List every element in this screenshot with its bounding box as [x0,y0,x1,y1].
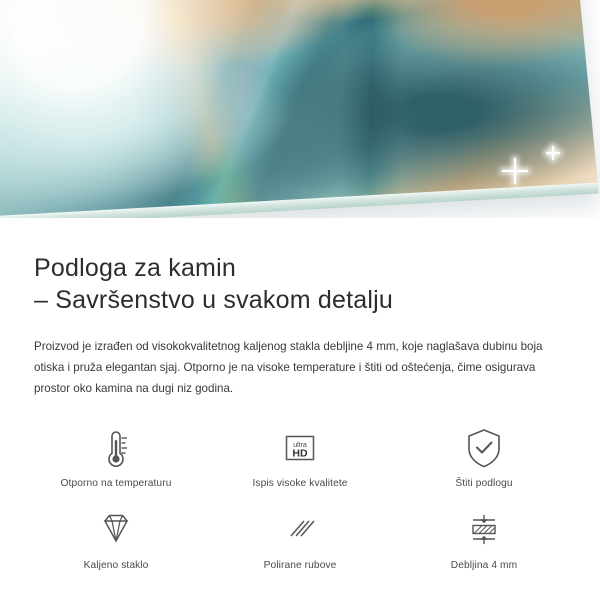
hero-image [0,0,600,218]
thickness-icon [462,507,506,553]
content-block [0,218,600,399]
feature-label: Polirane rubove [263,560,337,571]
headline-line-1: Podloga za kamin [34,254,236,282]
feature-label: Debljina 4 mm [450,560,518,571]
feature-tempered-glass [24,507,208,571]
feature-label: Ispis visoke kvalitete [252,478,348,489]
feature-thickness [392,507,576,571]
feature-polished-edges [208,507,392,571]
thermometer-icon [96,425,136,471]
svg-text:ultra: ultra [293,442,307,449]
page-title [34,252,566,316]
headline-line-2: – Savršenstvo u svakom detalju [34,286,393,314]
feature-label: Otporno na temperaturu [60,478,172,489]
feature-grid [0,425,600,571]
ultra-hd-icon [278,425,322,471]
feature-label: Kaljeno staklo [83,560,149,571]
description-text: Proizvod je izrađen od visokokvalitetnog kaljenog stakla debljine 4 mm, koje naglašava dubinu boja otiska i pruža elegantan sjaj. Otporno je na visoke temperature i štiti od oštećenja, čime osigurava prostor oko kamina na dugi niz godina. [34,340,543,395]
feature-print-quality [208,425,392,489]
glass-panel-visual [0,0,599,218]
feature-temperature-resistant [24,425,208,489]
svg-text:HD: HD [292,447,308,460]
feature-surface-protection [392,425,576,489]
shield-check-icon [463,425,505,471]
polished-edges-icon [278,507,322,553]
diamond-icon [93,507,139,553]
feature-label: Štiti podlogu [455,478,513,489]
marble-artwork [0,0,599,218]
